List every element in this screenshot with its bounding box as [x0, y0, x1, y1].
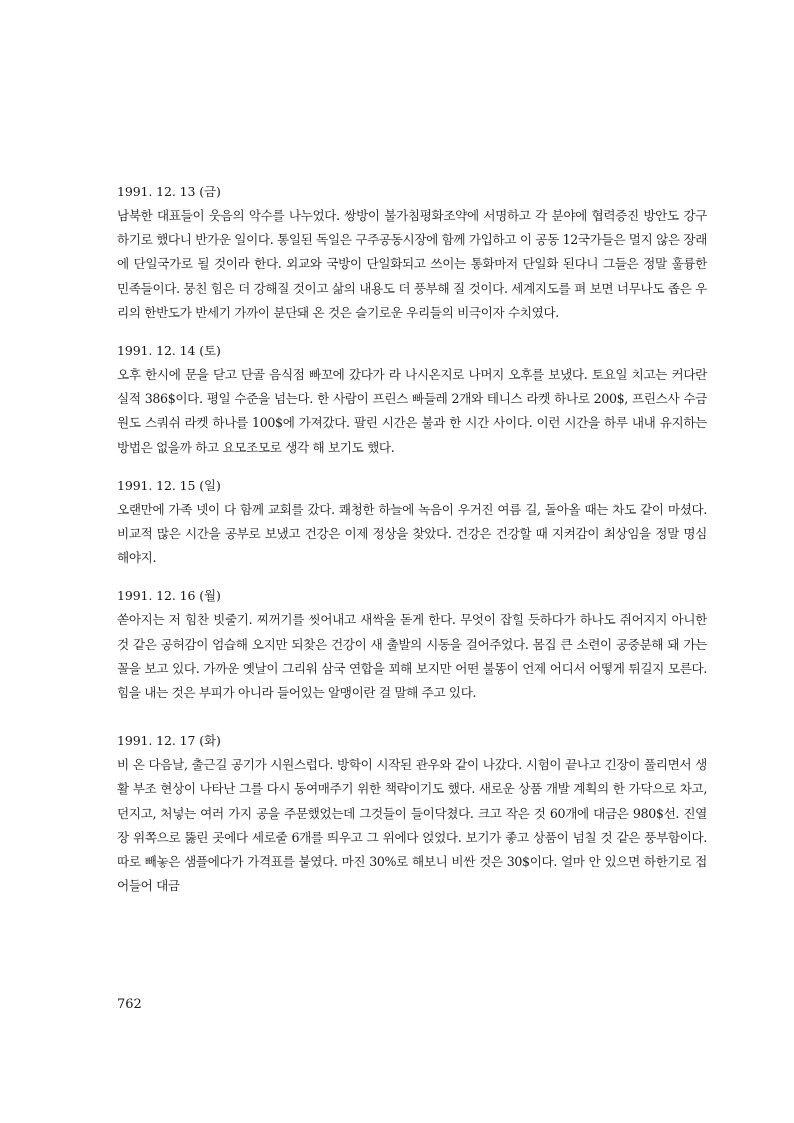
- diary-entry: [117, 476, 707, 571]
- page-number: 762: [117, 997, 142, 1012]
- entry-date: 1991. 12. 16 (월): [117, 588, 221, 604]
- diary-entry: [117, 731, 707, 898]
- entry-body: 오랜만에 가족 넷이 다 함께 교회를 갔다. 쾌청한 하늘에 녹음이 우거진 여름 길, 돌아올 때는 차도 같이 마셨다. 비교적 많은 시간을 공부로 보냈고 건강은 이제 정상을 찾았다. 건강은 건강할 때 지켜감이 최상임을 정말 명심해야지.: [117, 501, 707, 566]
- diary-entry: [117, 341, 707, 460]
- diary-entry: [117, 182, 707, 325]
- entry-date: 1991. 12. 14 (토): [117, 343, 221, 359]
- entry-body: 비 온 다음날, 출근길 공기가 시원스럽다. 방학이 시작된 관우와 같이 나갔다. 시험이 끝나고 긴장이 풀리면서 생활 부조 현상이 나타난 그를 다시 동여매주기 위한 책략이기도 했다. 새로운 상품 개발 계획의 한 가닥으로 차고, 던지고, 처넣는 여러 가지 공을 주문했었는데 그것들이 들이닥쳤다. 크고 작은 것 60개에 대금은 980$선. 진열장 위쪽으로 뚫린 곳에다 세로줄 6개를 띄우고 그 위에다 얹었다. 보기가 좋고 상품이 넘칠 것 같은 풍부함이다. 따로 빼놓은 샘플에다가 가격표를 붙였다. 마진 30%로 해보니 비싼 것은 30$이다. 얼마 안 있으면 하한기로 접어들어 대금: [117, 757, 707, 894]
- entry-body: 오후 한시에 문을 닫고 단골 음식점 빠꼬에 갔다가 라 나시온지로 나머지 오후를 보냈다. 토요일 치고는 커다란 실적 386$이다. 평일 수준을 넘는다. 한 사람이 프린스 빠들레 2개와 테니스 라켓 하나로 200$, 프린스사 수금원도 스쿼쉬 라켓 하나를 100$에 가져갔다. 팔린 시간은 불과 한 시간 사이다. 이런 시간을 하루 내내 유지하는 방법은 없을까 하고 요모조모로 생각 해 보기도 했다.: [117, 367, 707, 455]
- entry-body: 쏟아지는 저 힘찬 빗줄기. 찌꺼기를 씻어내고 새싹을 돋게 한다. 무엇이 잡힐 듯하다가 하나도 쥐어지지 아니한 것 같은 공허감이 엄습해 오지만 되찾은 건강이 새 출발의 시동을 걸어주었다. 몸집 큰 소련이 공중분해 돼 가는 꼴을 보고 있다. 가까운 옛날이 그리워 삼국 연합을 꾀해 보지만 어떤 불똥이 언제 어디서 어떻게 튀길지 모른다. 힘을 내는 것은 부피가 아니라 들어있는 알맹이란 걸 말해 주고 있다.: [117, 612, 707, 701]
- diary-entry: [117, 586, 707, 705]
- entry-date: 1991. 12. 13 (금): [117, 184, 221, 199]
- entry-date: 1991. 12. 15 (일): [117, 477, 221, 493]
- entry-body: 남북한 대표들이 웃음의 악수를 나누었다. 쌍방이 불가침평화조약에 서명하고 각 분야에 협력증진 방안도 강구하기로 했다니 반가운 일이다. 통일된 독일은 구주공동시장에 함께 가입하고 이 공동 12국가들은 멀지 않은 장래에 단일국가로 될 것이라 한다. 외교와 국방이 단일화되고 쓰이는 통화마저 단일화 된다니 그들은 정말 훌륭한 민족들이다. 뭉친 힘은 더 강해질 것이고 삶의 내용도 더 풍부해 질 것이다. 세계지도를 펴 보면 너무나도 좁은 우리의 한반도가 반세기 가까이 분단돼 온 것은 슬기로운 우리들의 비극이자 수치였다.: [117, 208, 708, 320]
- entry-date: 1991. 12. 17 (화): [117, 733, 221, 749]
- diary-page: [117, 182, 707, 914]
